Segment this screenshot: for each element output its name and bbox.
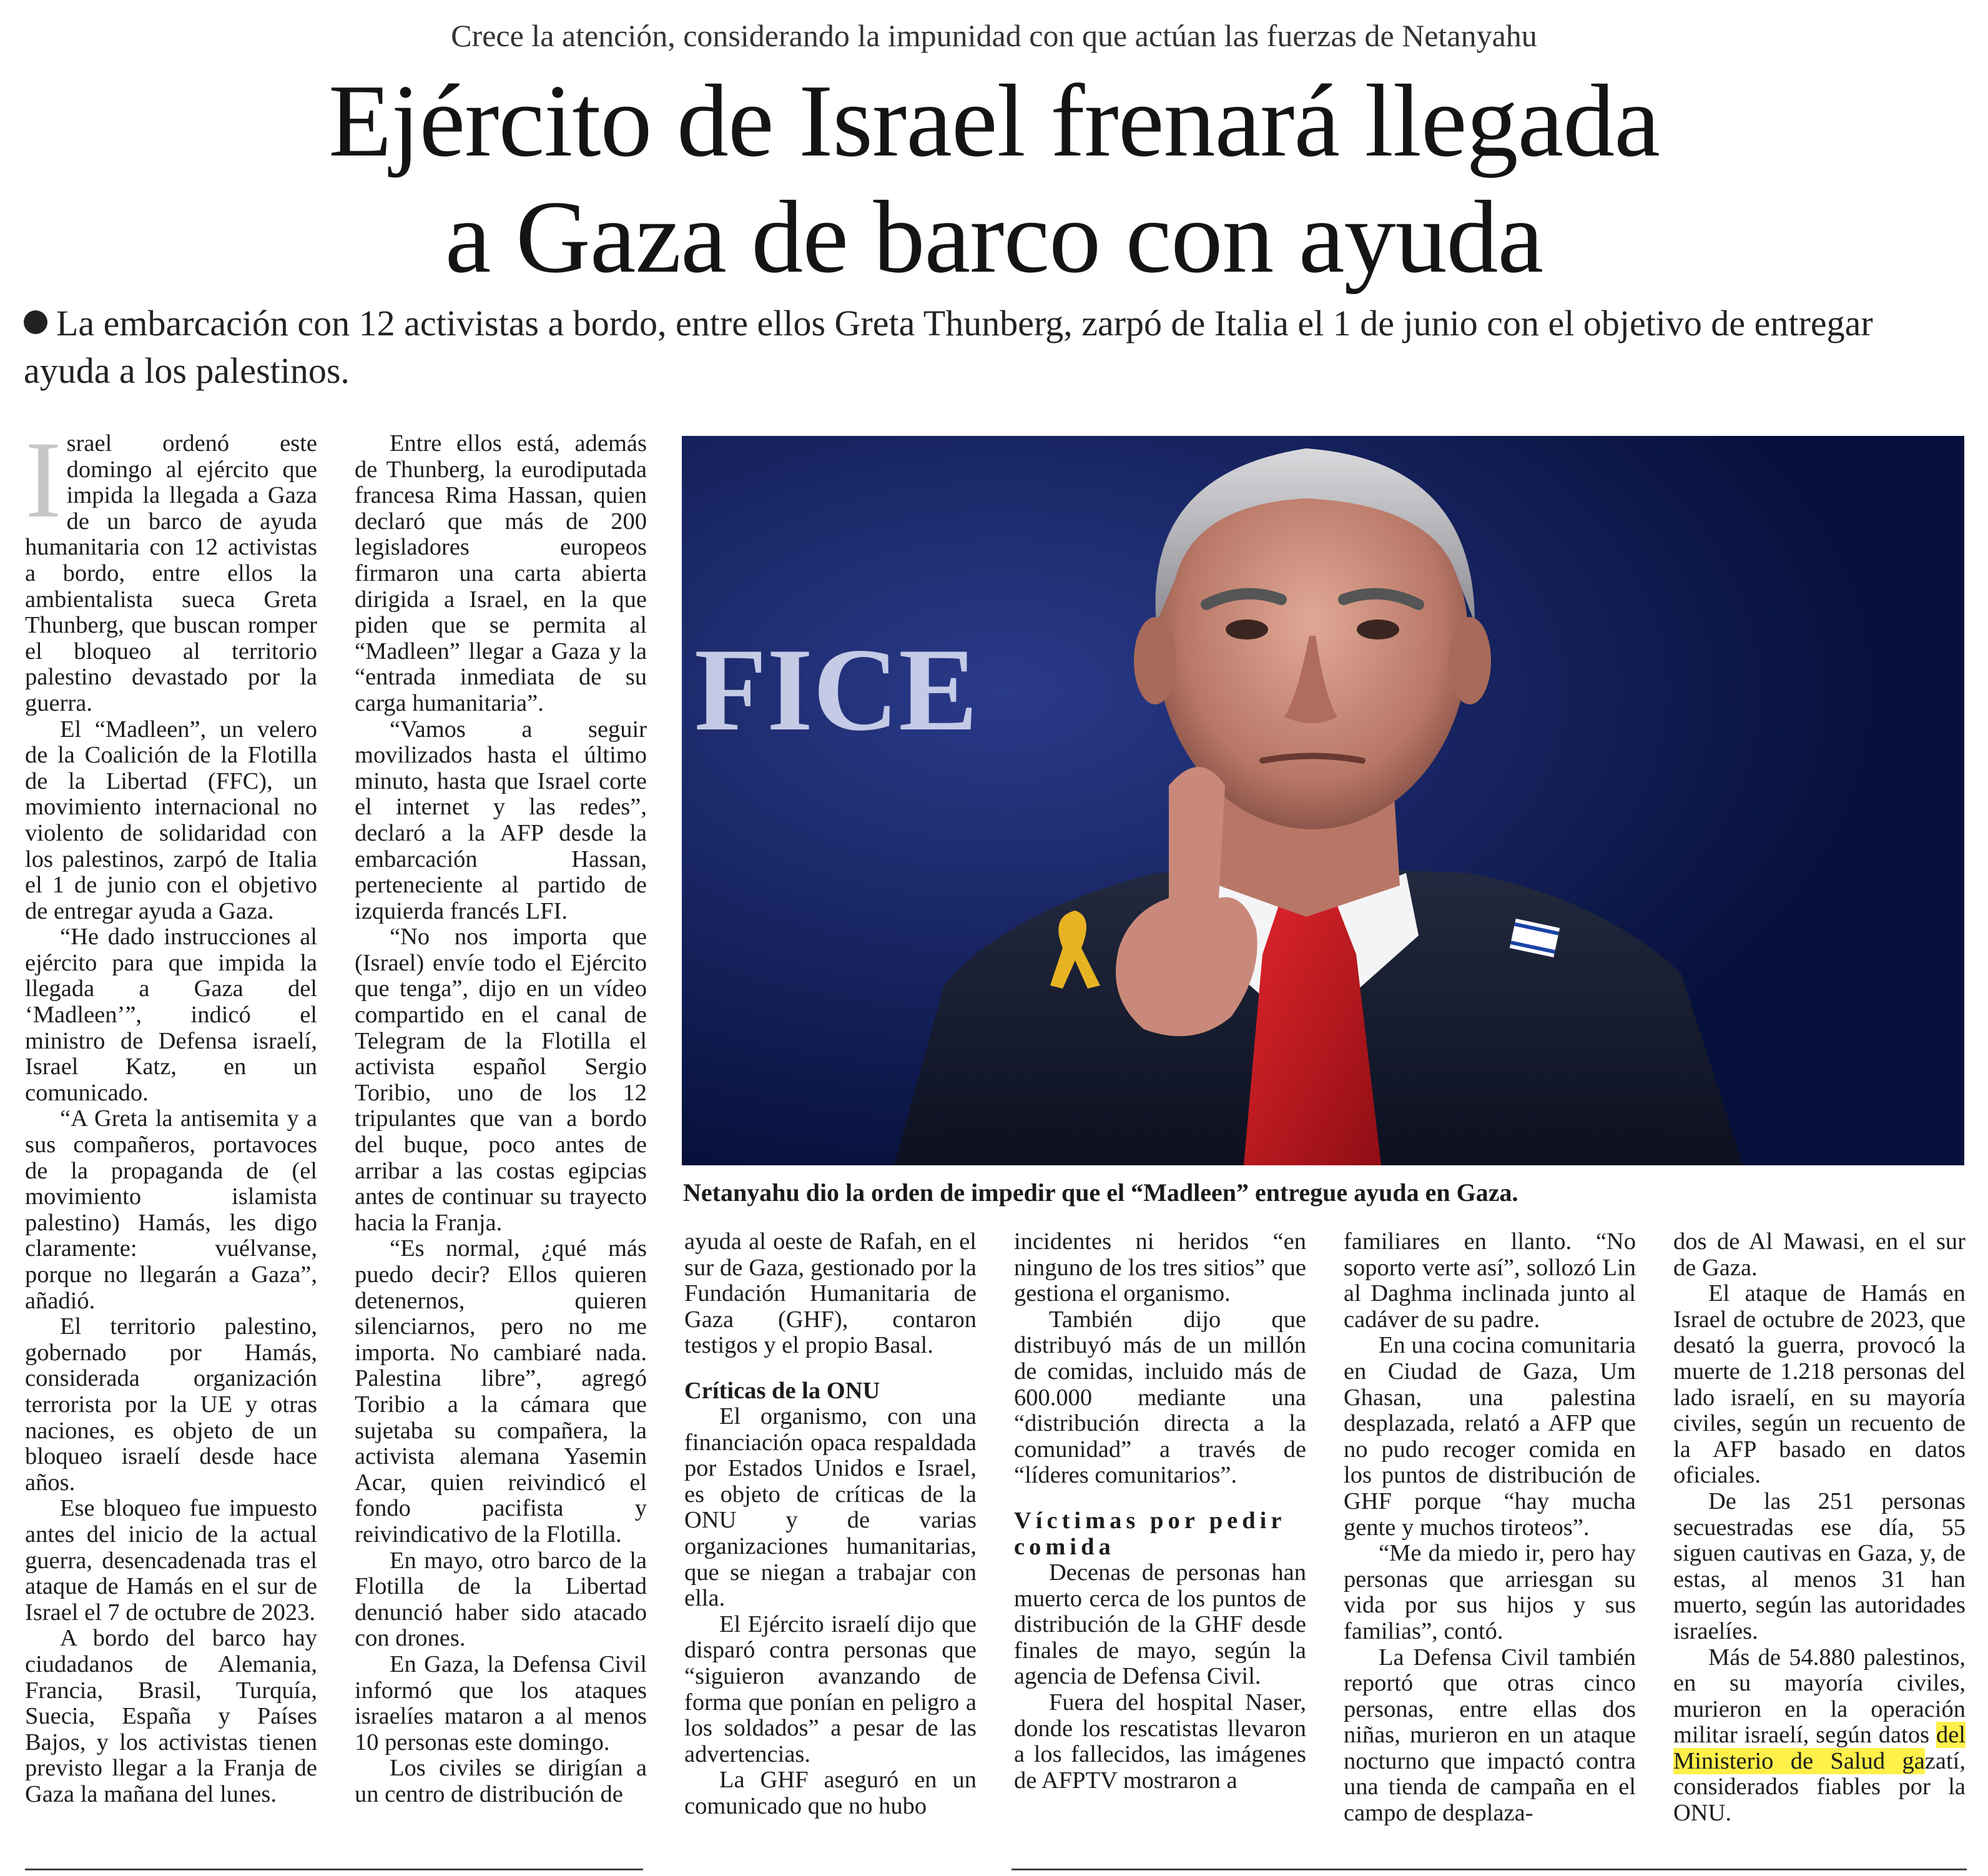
paragraph: Más de 54.880 palestinos, en su mayoría civiles, murieron en la operación militar israelí, según datos del Ministerio de Salud gazatí, considerados fiables por la ONU. bbox=[1673, 1644, 1966, 1827]
paragraph: familiares en llanto. “No soporto verte así”, sollozó Lin al Daghma inclinada junto al cadáver de su padre. bbox=[1344, 1228, 1636, 1333]
dek bbox=[24, 300, 1959, 395]
paragraph: Ese bloqueo fue impuesto antes del inicio de la actual guerra, desencadenada tras el ataque de Hamás en el sur de Israel el 7 de octubre de 2023. bbox=[25, 1495, 317, 1626]
drop-cap: I bbox=[25, 419, 62, 541]
paragraph: “Es normal, ¿qué más puedo decir? Ellos quieren detenernos, quieren silenciarnos, pero no me importa. No cambiaré nada. Palestina libre”, agregó Toribio a la cámara que sujetaba su compañera, la activista alemana Yasemin Acar, quien reivindicó el fondo pacifista y reivindicativo de la Flotilla. bbox=[355, 1235, 647, 1548]
article-column-3 bbox=[684, 1229, 977, 1819]
subheading: Víctimas por pedir comida bbox=[1014, 1507, 1286, 1560]
article-column-2 bbox=[355, 431, 647, 1807]
paragraph: Fuera del hospital Naser, donde los rescatistas llevaron a los fallecidos, las imágenes de AFPTV mostraron a bbox=[1014, 1689, 1306, 1794]
highlighted-text: del Ministerio de Salud ga bbox=[1673, 1722, 1966, 1774]
paragraph: El ataque de Hamás en Israel de octubre de 2023, que desató la guerra, provocó la muerte de 1.218 personas del lado israelí, en su mayoría civiles, según un recuento de la AFP basado en datos oficiales. bbox=[1673, 1280, 1966, 1489]
headline-line-1: Ejército de Israel frenará llegada bbox=[328, 63, 1660, 178]
paragraph: “No nos importa que (Israel) envíe todo el Ejército que tenga”, dijo en un vídeo compartido en el canal de Telegram de la Flotilla el activista español Sergio Toribio, uno de los 12 tripulantes que van a bordo del buque, poco antes de arribar a las costas egipcias antes de continuar su trayecto hacia la Franja. bbox=[355, 924, 647, 1236]
paragraph: El “Madleen”, un velero de la Coalición de la Flotilla de la Libertad (FFC), un movimiento internacional no violento de solidaridad con los palestinos, zarpó de Italia el 1 de junio con el objetivo de entregar ayuda a Gaza. bbox=[25, 716, 317, 924]
paragraph: Entre ellos está, además de Thunberg, la eurodiputada francesa Rima Hassan, quien declaró que más de 200 legisladores europeos firmaron una carta abierta dirigida a Israel, en la que piden que se permita al “Madleen” llegar a Gaza y la “entrada inmediata de su carga humanitaria”. bbox=[355, 430, 647, 716]
paragraph: En una cocina comunitaria en Ciudad de Gaza, Um Ghasan, una palestina desplazada, relató a AFP que no pudo recoger comida en los puntos de distribución de GHF porque “hay mucha gente y muchos tiroteos”. bbox=[1344, 1332, 1636, 1541]
paragraph: “Me da miedo ir, pero hay personas que arriesgan su vida por sus hijos y sus familias”, contó. bbox=[1344, 1540, 1636, 1644]
paragraph: ayuda al oeste de Rafah, en el sur de Gaza, gestionado por la Fundación Humanitaria de Gaza (GHF), contaron testigos y el propio Basal. bbox=[684, 1228, 977, 1359]
subheading: Críticas de la ONU bbox=[684, 1377, 880, 1404]
paragraph: Israel ordenó este domingo al ejército que impida la llegada a Gaza de un barco de ayuda humanitaria con 12 activistas a bordo, entre ellos la ambientalista sueca Greta Thunberg, que buscan romper el bloqueo al territorio palestino devastado por la guerra. bbox=[25, 419, 317, 716]
paragraph: dos de Al Mawasi, en el sur de Gaza. bbox=[1673, 1228, 1966, 1281]
paragraph: La GHF aseguró en un comunicado que no hubo bbox=[684, 1767, 977, 1819]
bottom-rule-left bbox=[25, 1869, 643, 1870]
paragraph: “A Greta la antisemita y a sus compañeros, portavoces de la propaganda de (el movimiento islamista palestino) Hamás, les digo claramente: vuélvanse, porque no llegarán a Gaza”, añadió. bbox=[25, 1105, 317, 1314]
paragraph: incidentes ni heridos “en ninguno de los tres sitios” que gestiona el organismo. bbox=[1014, 1228, 1306, 1307]
paragraph: En mayo, otro barco de la Flotilla de la Libertad denunció haber sido atacado con drones. bbox=[355, 1547, 647, 1652]
paragraph: En Gaza, la Defensa Civil informó que los ataques israelíes mataron a al menos 10 personas este domingo. bbox=[355, 1651, 647, 1755]
paragraph: De las 251 personas secuestradas ese día, 55 siguen cautivas en Gaza, y, de estas, al menos 31 han muerto, según las autoridades israelíes. bbox=[1673, 1488, 1966, 1644]
paragraph: También dijo que distribuyó más de un millón de comidas, incluido más de 600.000 mediante una “distribución directa a la comunidad” a través de “líderes comunitarios”. bbox=[1014, 1306, 1306, 1489]
kicker: Crece la atención, considerando la impunidad con que actúan las fuerzas de Netanyahu bbox=[451, 18, 1537, 53]
headline-line-2: a Gaza de barco con ayuda bbox=[445, 179, 1543, 294]
paragraph: “Vamos a seguir movilizados hasta el último minuto, hasta que Israel corte el internet y las redes”, declaró a la AFP desde la embarcación Hassan, perteneciente al partido de izquierda francés LFI. bbox=[355, 716, 647, 924]
article-column-5 bbox=[1344, 1229, 1636, 1827]
article-column-1 bbox=[25, 419, 317, 1807]
paragraph: Los civiles se dirigían a un centro de distribución de bbox=[355, 1755, 647, 1807]
paragraph: A bordo del barco hay ciudadanos de Alemania, Francia, Brasil, Turquía, Suecia, España y Países Bajos, y los activistas tienen previsto llegar a la Franja de Gaza la mañana del lunes. bbox=[25, 1625, 317, 1807]
paragraph: El organismo, con una financiación opaca respaldada por Estados Unidos e Israel, es objeto de críticas de la ONU y de varias organizaciones humanitarias, que se niegan a trabajar con ella. bbox=[684, 1403, 977, 1612]
dek-text: La embarcación con 12 activistas a bordo, entre ellos Greta Thunberg, zarpó de Italia el 1 de junio con el objetivo de entregar ayuda a los palestinos. bbox=[24, 303, 1873, 391]
netanyahu-photo bbox=[682, 436, 1964, 1165]
paragraph: El Ejército israelí dijo que disparó contra personas que “siguieron avanzando de forma que ponían en peligro a los soldados” a pesar de las advertencias. bbox=[684, 1611, 977, 1767]
bottom-rule-right bbox=[1011, 1869, 1967, 1870]
photo-illustration bbox=[682, 436, 1964, 1165]
backdrop-text: FICE bbox=[694, 625, 978, 756]
paragraph: El territorio palestino, gobernado por Hamás, considerada organización terrorista por la UE y otras naciones, es objeto de un bloqueo israelí desde hace años. bbox=[25, 1313, 317, 1496]
article-column-6 bbox=[1673, 1229, 1966, 1827]
paragraph: “He dado instrucciones al ejército para que impida la llegada a Gaza del ‘Madleen’”, indicó el ministro de Defensa israelí, Israel Katz, en un comunicado. bbox=[25, 924, 317, 1106]
paragraph: La Defensa Civil también reportó que otras cinco personas, entre ellas dos niñas, murieron en un ataque nocturno que impactó contra una tienda de campaña en el campo de desplaza- bbox=[1344, 1644, 1636, 1827]
paragraph: Decenas de personas han muerto cerca de los puntos de distribución de la GHF desde finales de mayo, según la agencia de Defensa Civil. bbox=[1014, 1559, 1306, 1690]
article-column-4 bbox=[1014, 1229, 1306, 1794]
headline bbox=[0, 62, 1988, 295]
bullet-icon bbox=[24, 310, 47, 334]
photo-caption: Netanyahu dio la orden de impedir que el “Madleen” entregue ayuda en Gaza. bbox=[683, 1178, 1518, 1207]
